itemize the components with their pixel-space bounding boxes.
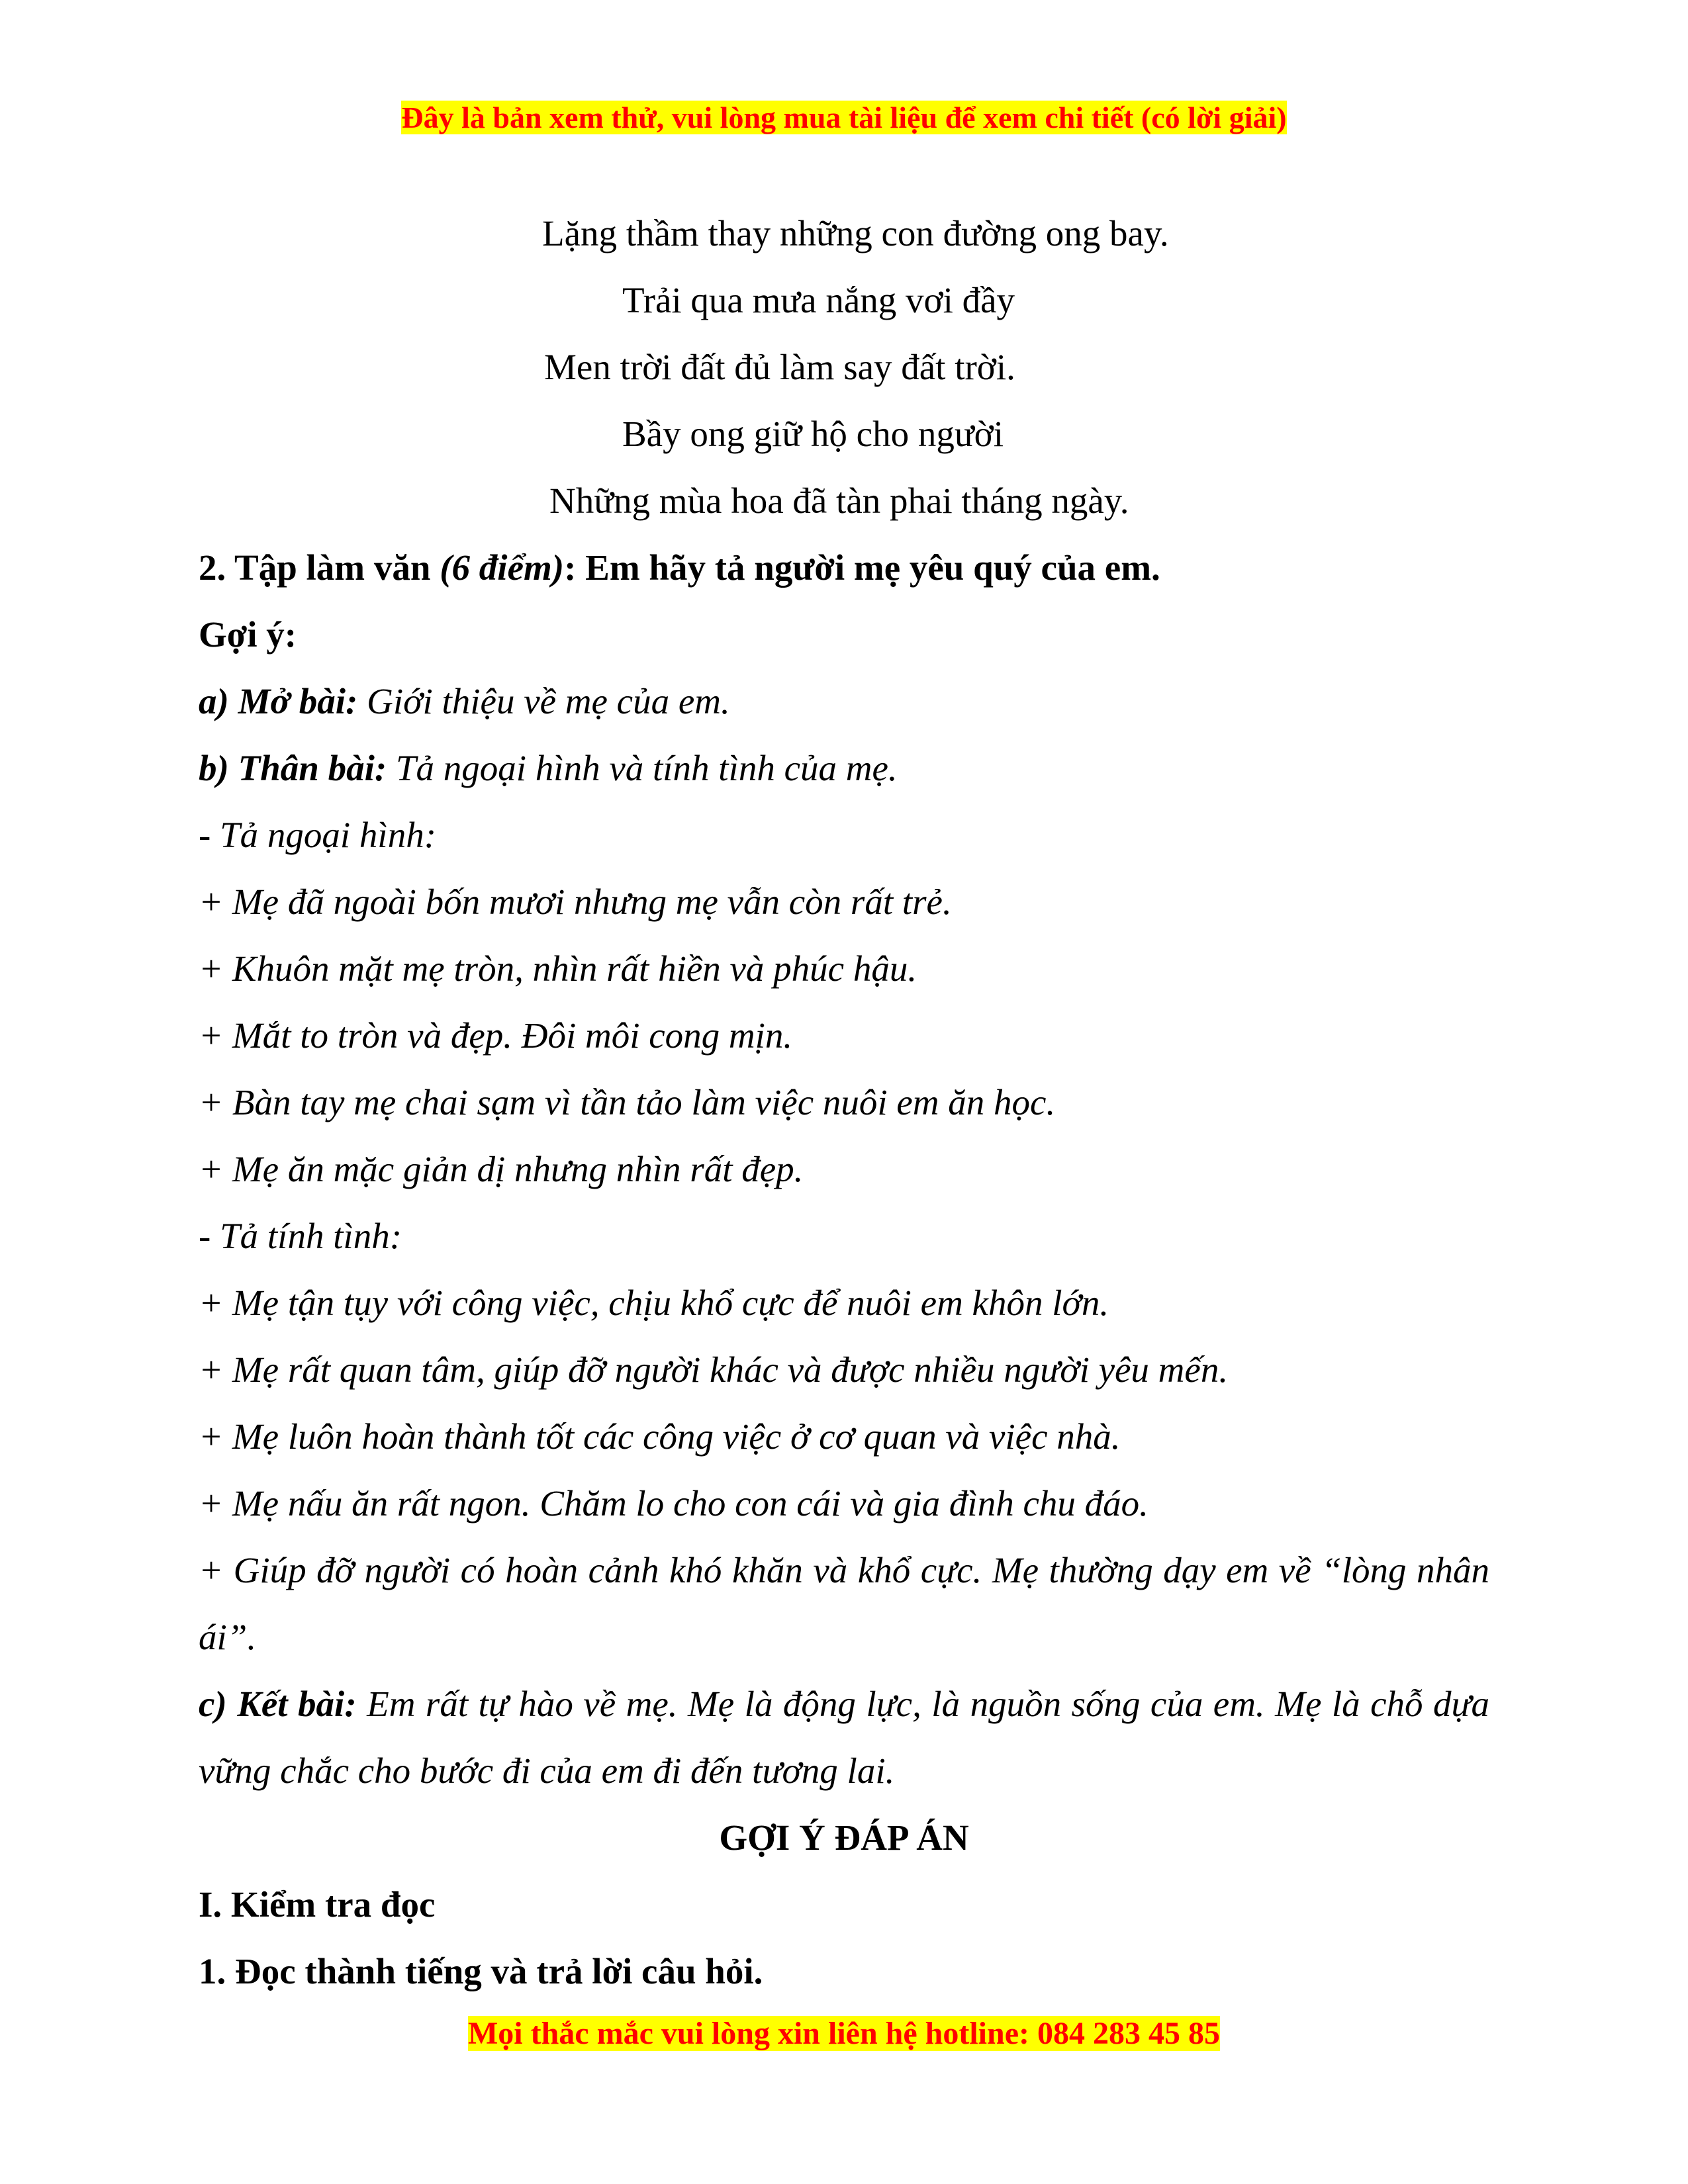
personality-heading: - Tả tính tình: xyxy=(199,1216,402,1256)
list-item: + Mẹ rất quan tâm, giúp đỡ người khác và được nhiều người yêu mến. xyxy=(199,1349,1229,1390)
body-text: Tả ngoại hình và tính tình của mẹ. xyxy=(387,748,898,788)
list-item: + Mẹ đã ngoài bốn mươi nhưng mẹ vẫn còn rất trẻ. xyxy=(199,882,952,922)
preview-notice-text: Đây là bản xem thử, vui lòng mua tài liệu để xem chi tiết (có lời giải) xyxy=(401,101,1287,134)
list-item: + Mẹ ăn mặc giản dị nhưng nhìn rất đẹp. xyxy=(199,1149,804,1189)
hotline-banner xyxy=(0,2013,1688,2054)
conclusion-text: Em rất tự hào về mẹ. Mẹ là động lực, là nguồn sống của em. Mẹ là chỗ dựa vững chắc cho bước đi của em đi đến tương lai. xyxy=(199,1684,1489,1791)
essay-task-heading xyxy=(199,534,1489,601)
hotline-text: Mọi thắc mắc vui lòng xin liên hệ hotline: 084 283 45 85 xyxy=(467,2016,1220,2051)
poem-excerpt xyxy=(199,200,1489,534)
intro-label: a) Mở bài: xyxy=(199,681,358,721)
body-hint xyxy=(199,735,1489,801)
list-item: + Mẹ luôn hoàn thành tốt các công việc ở cơ quan và việc nhà. xyxy=(199,1416,1121,1457)
list-item: + Bàn tay mẹ chai sạm vì tần tảo làm việc nuôi em ăn học. xyxy=(199,1082,1056,1122)
part-one-item-one: 1. Đọc thành tiếng và trả lời câu hỏi. xyxy=(199,1951,763,1991)
essay-task-points: (6 điểm) xyxy=(440,547,565,588)
preview-notice-banner xyxy=(0,98,1688,138)
poem-line: Bầy ong giữ hộ cho người xyxy=(622,414,1004,454)
answer-key-title: GỢI Ý ĐÁP ÁN xyxy=(719,1817,969,1858)
poem-line: Những mùa hoa đã tàn phai tháng ngày. xyxy=(549,480,1129,521)
document-body xyxy=(199,200,1489,2005)
intro-hint xyxy=(199,668,1489,735)
list-item: + Mẹ nấu ăn rất ngon. Chăm lo cho con cái và gia đình chu đáo. xyxy=(199,1483,1149,1524)
appearance-heading: - Tả ngoại hình: xyxy=(199,815,437,855)
poem-line: Trải qua mưa nắng vơi đầy xyxy=(622,280,1015,320)
body-label: b) Thân bài: xyxy=(199,748,387,788)
list-item: + Khuôn mặt mẹ tròn, nhìn rất hiền và phúc hậu. xyxy=(199,948,917,989)
conclusion-hint xyxy=(199,1670,1489,1804)
list-item: + Mắt to tròn và đẹp. Đôi môi cong mịn. xyxy=(199,1015,793,1056)
list-item: + Giúp đỡ người có hoàn cảnh khó khăn và khổ cực. Mẹ thường dạy em về “lòng nhân ái”. xyxy=(199,1550,1489,1657)
poem-line: Lặng thầm thay những con đường ong bay. xyxy=(542,213,1169,253)
conclusion-label: c) Kết bài: xyxy=(199,1684,357,1724)
essay-task-prompt: : Em hãy tả người mẹ yêu quý của em. xyxy=(564,547,1160,588)
poem-line: Men trời đất đủ làm say đất trời. xyxy=(544,347,1015,387)
list-item: + Mẹ tận tụy với công việc, chịu khổ cực để nuôi em khôn lớn. xyxy=(199,1283,1109,1323)
essay-task-number: 2. Tập làm văn xyxy=(199,547,440,588)
intro-text: Giới thiệu về mẹ của em. xyxy=(357,681,730,721)
hint-label: Gợi ý: xyxy=(199,614,297,655)
part-one-title: I. Kiểm tra đọc xyxy=(199,1884,436,1925)
